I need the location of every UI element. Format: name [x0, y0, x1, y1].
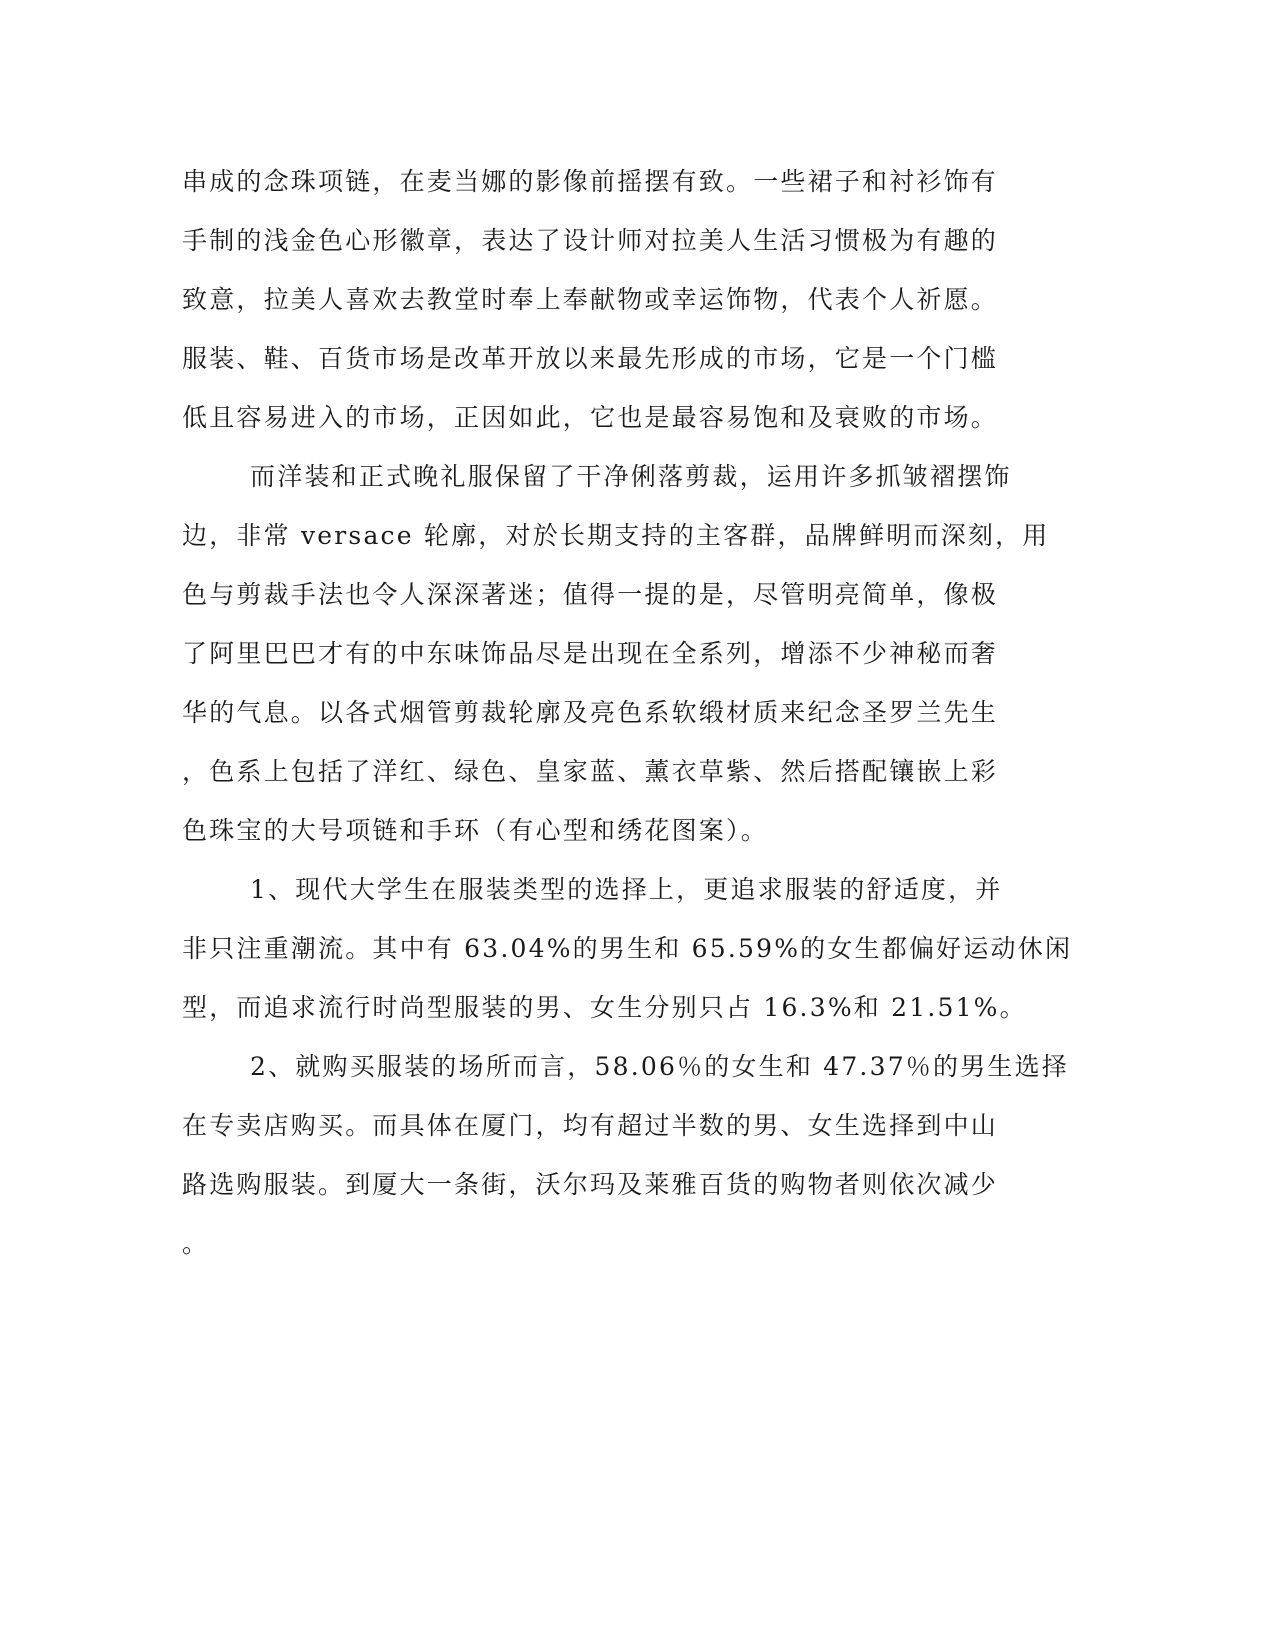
- text-line: 低且容易进入的市场，正因如此，它也是最容易饱和及衰败的市场。: [182, 403, 999, 432]
- body-text: [182, 158, 1073, 1279]
- text-line: 1、现代大学生在服装类型的选择上，更追求服装的舒适度，并: [250, 875, 1003, 904]
- text-line: 手制的浅金色心形徽章，表达了设计师对拉美人生活习惯极为有趣的: [182, 226, 999, 255]
- text-line: 色珠宝的大号项链和手环（有心型和绣花图案）。: [182, 816, 768, 845]
- text-line: 2、就购买服装的场所而言，58.06％的女生和 47.37％的男生选择: [250, 1052, 1069, 1081]
- text-line: 路选购服装。到厦大一条街，沃尔玛及莱雅百货的购物者则依次减少: [182, 1170, 999, 1199]
- text-line: 服装、鞋、百货市场是改革开放以来最先形成的市场，它是一个门槛: [182, 344, 999, 373]
- text-line: 了阿里巴巴才有的中东味饰品尽是出现在全系列，增添不少神秘而奢: [182, 639, 999, 668]
- text-line: 华的气息。以各式烟管剪裁轮廓及亮色系软缎材质来纪念圣罗兰先生: [182, 698, 999, 727]
- text-line: 边，非常 versace 轮廓，对於长期支持的主客群，品牌鲜明而深刻，用: [182, 521, 1050, 550]
- text-line: 在专卖店购买。而具体在厦门，均有超过半数的男、女生选择到中山: [182, 1111, 999, 1140]
- text-line: 色与剪裁手法也令人深深著迷；值得一提的是，尽管明亮简单，像极: [182, 580, 999, 609]
- text-line: 致意，拉美人喜欢去教堂时奉上奉献物或幸运饰物，代表个人祈愿。: [182, 285, 999, 314]
- text-line: 非只注重潮流。其中有 63.04%的男生和 65.59%的女生都偏好运动休闲: [182, 934, 1073, 963]
- text-line: 。: [182, 1229, 210, 1258]
- text-line: 串成的念珠项链，在麦当娜的影像前摇摆有致。一些裙子和衬衫饰有: [182, 167, 999, 196]
- text-line: 型，而追求流行时尚型服装的男、女生分别只占 16.3%和 21.51%。: [182, 993, 1027, 1022]
- text-line: ，色系上包括了洋红、绿色、皇家蓝、薰衣草紫、然后搭配镶嵌上彩: [182, 757, 999, 786]
- text-line: 而洋装和正式晚礼服保留了干净俐落剪裁，运用许多抓皱褶摆饰: [250, 462, 1012, 491]
